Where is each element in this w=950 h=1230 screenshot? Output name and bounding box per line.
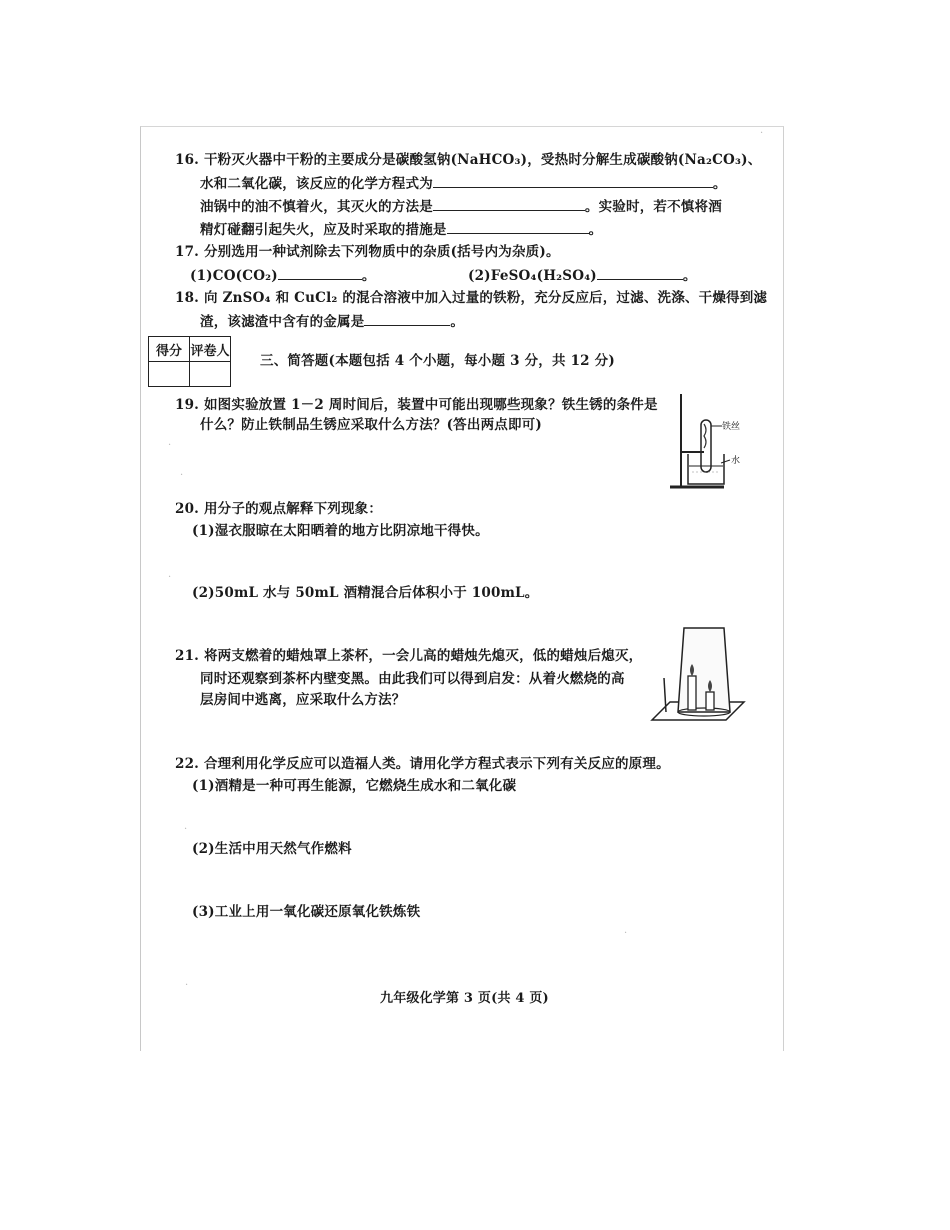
section3-title: 三、简答题(本题包括 4 个小题，每小题 3 分，共 12 分) bbox=[260, 353, 615, 369]
q18-line1: 18. 向 ZnSO₄ 和 CuCl₂ 的混合溶液中加入过量的铁粉，充分反应后，过滤、洗涤、干燥得到滤 bbox=[175, 290, 768, 306]
q17-answer-blank-2[interactable] bbox=[597, 266, 683, 280]
q22-item1: (1)酒精是一种可再生能源，它燃烧生成水和二氧化碳 bbox=[192, 778, 517, 794]
scan-speck: · bbox=[168, 572, 172, 583]
q18-line2: 渣，该滤渣中含有的金属是 。 bbox=[200, 314, 465, 330]
scan-speck: · bbox=[180, 470, 184, 481]
q20-line1: 20. 用分子的观点解释下列现象： bbox=[175, 501, 383, 517]
q19-line2: 什么？防止铁制品生锈应采取什么方法？(答出两点即可) bbox=[200, 417, 542, 433]
q16-line1: 16. 干粉灭火器中干粉的主要成分是碳酸氢钠(NaHCO₃)，受热时分解生成碳酸钠(Na₂CO₃)、 bbox=[175, 152, 762, 168]
grader-cell[interactable] bbox=[190, 362, 231, 387]
q16-line4: 精灯碰翻引起失火，应及时采取的措施是 。 bbox=[200, 222, 603, 238]
page-footer: 九年级化学第 3 页(共 4 页) bbox=[380, 991, 549, 1006]
score-header: 得分 bbox=[149, 337, 190, 362]
water-leader-line bbox=[721, 460, 730, 463]
water-label: 水 bbox=[731, 456, 741, 466]
q16-answer-blank-2[interactable] bbox=[433, 197, 585, 211]
short-candle bbox=[706, 692, 714, 710]
inverted-cup bbox=[678, 628, 730, 712]
q17-answer-blank-1[interactable] bbox=[278, 266, 362, 280]
q21-line2: 同时还观察到茶杯内壁变黑。由此我们可以得到启发：从着火燃烧的高 bbox=[200, 671, 625, 687]
q20-item2: (2)50mL 水与 50mL 酒精混合后体积小于 100mL。 bbox=[192, 585, 539, 601]
q18-answer-blank[interactable] bbox=[364, 312, 450, 326]
q16-answer-blank-1[interactable] bbox=[433, 174, 713, 188]
scan-speck: · bbox=[760, 128, 764, 139]
q19-line1: 19. 如图实验放置 1－2 周时间后，装置中可能出现哪些现象？铁生锈的条件是 bbox=[175, 397, 658, 413]
tall-candle bbox=[688, 676, 696, 710]
beaker bbox=[688, 454, 724, 484]
q22-line1: 22. 合理利用化学反应可以造福人类。请用化学方程式表示下列有关反应的原理。 bbox=[175, 756, 670, 772]
candle-cup-figure bbox=[648, 620, 748, 730]
iron-wire-label: 铁丝 bbox=[722, 422, 741, 432]
scan-speck: · bbox=[624, 928, 628, 939]
q20-item1: (1)湿衣服晾在太阳晒着的地方比阴凉地干得快。 bbox=[192, 523, 489, 539]
grader-header: 评卷人 bbox=[190, 337, 231, 362]
q16-line3: 油锅中的油不慎着火，其灭火的方法是 。实验时，若不慎将酒 bbox=[200, 199, 722, 215]
q17-item2: (2)FeSO₄(H₂SO₄) 。 bbox=[468, 268, 697, 284]
q22-item3: (3)工业上用一氧化碳还原氧化铁炼铁 bbox=[192, 904, 421, 920]
q21-line3: 层房间中逃离，应采取什么方法？ bbox=[200, 692, 406, 708]
scan-speck: · bbox=[168, 440, 172, 451]
iron-wire bbox=[704, 424, 706, 448]
score-table bbox=[148, 336, 231, 387]
q16-line2: 水和二氧化碳，该反应的化学方程式为 。 bbox=[200, 176, 727, 192]
q17-item1: (1)CO(CO₂) 。 bbox=[190, 268, 376, 284]
q17-line1: 17. 分别选用一种试剂除去下列物质中的杂质(括号内为杂质)。 bbox=[175, 244, 560, 260]
score-cell[interactable] bbox=[149, 362, 190, 387]
rust-experiment-figure bbox=[664, 390, 744, 494]
scan-speck: · bbox=[185, 980, 189, 991]
q22-item2: (2)生活中用天然气作燃料 bbox=[192, 841, 352, 857]
q16-answer-blank-3[interactable] bbox=[447, 220, 589, 234]
q21-line1: 21. 将两支燃着的蜡烛罩上茶杯，一会儿高的蜡烛先熄灭，低的蜡烛后熄灭， bbox=[175, 648, 643, 664]
scan-speck: · bbox=[184, 824, 188, 835]
